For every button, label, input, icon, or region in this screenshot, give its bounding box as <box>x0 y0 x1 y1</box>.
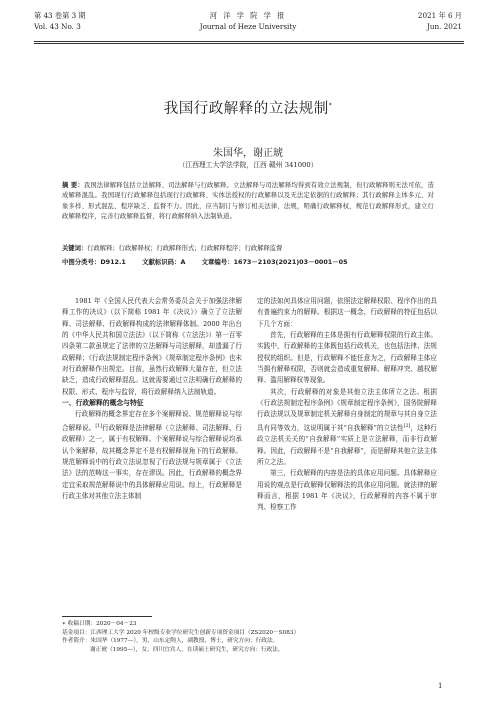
journal-title-cn: 河 洋 学 院 学 报 <box>209 11 287 20</box>
issue-date-cn: 2021 年 6 月 <box>417 11 462 20</box>
title-footnote-mark: * <box>328 102 333 110</box>
body-paragraph <box>257 387 437 469</box>
body-paragraph <box>257 468 437 513</box>
header-rule-bottom <box>34 43 464 44</box>
keywords-text: 行政解释；行政解释权；行政解释形式；行政解释程序；行政解释监督 <box>87 245 283 252</box>
authors: 朱国华，谢正琥 <box>213 148 283 159</box>
issue-date-en: Jun. 2021 <box>426 22 462 31</box>
footnotes <box>62 616 442 655</box>
clc-number: 中图分类号：D912.1 <box>62 258 126 266</box>
keywords <box>62 244 434 254</box>
journal-title-en: Journal of Heze University <box>199 22 297 31</box>
affiliation: （江西理工大学法学院，江西 赣州 341000） <box>178 161 318 169</box>
page-number: 1 <box>438 682 443 690</box>
running-header <box>0 11 496 39</box>
body-paragraph <box>257 330 437 387</box>
body-paragraph <box>257 296 437 330</box>
paragraph-text: 行政解释的概念界定存在多个案解释说、规范解释说与综合解释说。 <box>62 410 242 432</box>
article-title <box>0 97 496 118</box>
paragraph-text: 行政解释是法律解释（立法解释、司法解释、行政解释）之一，属于有权解释。个案解释说与综合解释说均承认个案解释，故其概念界定不是有权解释视角下的行政解释。规范解释说中的行政立法说忽视了行政法规与规章属于《立法法》法的范畴这一事实，存在谬误。因此，行政解释的概念界定宜采取规范解释说中的具体解释应用说。综上，行政解释是行政主体对其他立法主体制 <box>62 423 243 501</box>
citation-mark: [2] <box>403 423 411 429</box>
body-paragraph <box>62 296 242 398</box>
paragraph-text: ，这种行政立法机关关的“自我解释”实质上是立法解释，而非行政解释。因此，行政解释不是“自我解释”，而是解释其他立法主体所立之法。 <box>257 423 438 466</box>
body-paragraph <box>62 409 242 502</box>
paragraph-text: 首先，行政解释的主体是拥有行政解释权限的行政主体。实践中，行政解释的主体既包括行政机关，也包括法律、法规授权的组织。但是，行政解释不能任意为之，行政解释主体应当拥有解释权限，否则就会造成重复解释、解释冲突、越权解释、滥用解释权等现象。 <box>257 331 437 385</box>
footnote-line: 谢正琥（1995—），女，四川宜宾人，在读硕士研究生，研究方向：行政法。 <box>90 647 284 654</box>
abstract-text: 我国法律解释包括立法解释、司法解释与行政解释。立法解释与司法解释均得到有效立法规制，但行政解释则无法可依，造成解释混乱。我国现行行政解释包括现行行政解释、实体法授权的行政解释以及无法定依据的行政解释；其行政解释主体多元、对象多样、形式混乱、程序缺乏、监督不力。因此，应当制订与修订相关法律、法规，明确行政解释权，规范行政解释形式，建立行政解释程序，完善行政解释监督，将行政解释纳入法制轨道。 <box>62 182 434 220</box>
section-heading: 一、行政解释的概念与特征 <box>62 399 144 408</box>
article-number: 文章编号：1673－2103(2021)03－0001－05 <box>201 258 348 266</box>
document-code: 文献标识码：A <box>142 258 186 266</box>
abstract <box>62 181 434 222</box>
citation-mark: [1] <box>95 423 103 429</box>
volume-en: Vol. 43 No. 3 <box>34 22 81 31</box>
classification-line <box>62 257 434 266</box>
paragraph-text: 1981 年《全国人民代表大会常务委员会关于加强法律解释工作的决议》（以下简称 1981 年《决议》）确立了立法解释、司法解释、行政解释构成的法律解释体制。2000 年出台的《中华人民共和国立法法》（以下简称《立法法》）第一百零四条第二款虽规定了法律的立法解释与司法解释，却遗漏了行政解释；《行政法规制定程序条例》《规章制定程序条例》也未对行政解释作出规定。目前，虽然行政解释大量存在，但立法缺乏，造成行政解释混乱。这就需要通过立法明确行政解释的权限、形式、程序与监督，将行政解释纳入法制轨道。 <box>62 297 242 396</box>
footnote-line: 作者简介：朱国华（1977—），男，山东定陶人，副教授，博士，研究方向：行政法。 <box>62 638 279 645</box>
title-text: 我国行政解释的立法规制 <box>163 101 329 117</box>
body-column-left <box>62 296 242 502</box>
footnote-line: 基金项目：江西理工大学 2020 年校级专业学位研究生创新专项资金项目（ZS2020－S083） <box>62 629 300 636</box>
body-column-right <box>257 296 437 514</box>
keywords-label: 关键词： <box>62 245 88 252</box>
header-rule-top <box>34 41 464 42</box>
paragraph-text: 第三，行政解释的内容是法的具体应用问题。具体解释应用说的观点是行政解释仅解释法的具体应用问题。就法律的解释而言，根据 1981 年《决议》，行政解释的内容不属于审判、检察工作 <box>257 469 437 512</box>
paragraph-text: 其次，行政解释的对象是其他立法主体所立之法。根据《行政法规制定程序条例》《规章制定程序条例》，国务院解释行政法规以及规章制定机关解释自身制定的规章与其自身立法具有同等效力，这说明属于其“自我解释”的立法性 <box>257 387 437 432</box>
paragraph-text: 定的法如何具体应用问题，依照法定解释权限、程序作出的具有普遍约束力的解释。根据这一概念，行政解释的特征包括以下几个方面： <box>257 297 437 328</box>
abstract-label: 摘 要： <box>62 182 84 189</box>
footnote-separator <box>62 616 152 617</box>
footnote-line: ∗ 收稿日期：2020－04－23 <box>62 621 137 627</box>
volume-cn: 第 43 卷第 3 期 <box>34 11 86 20</box>
